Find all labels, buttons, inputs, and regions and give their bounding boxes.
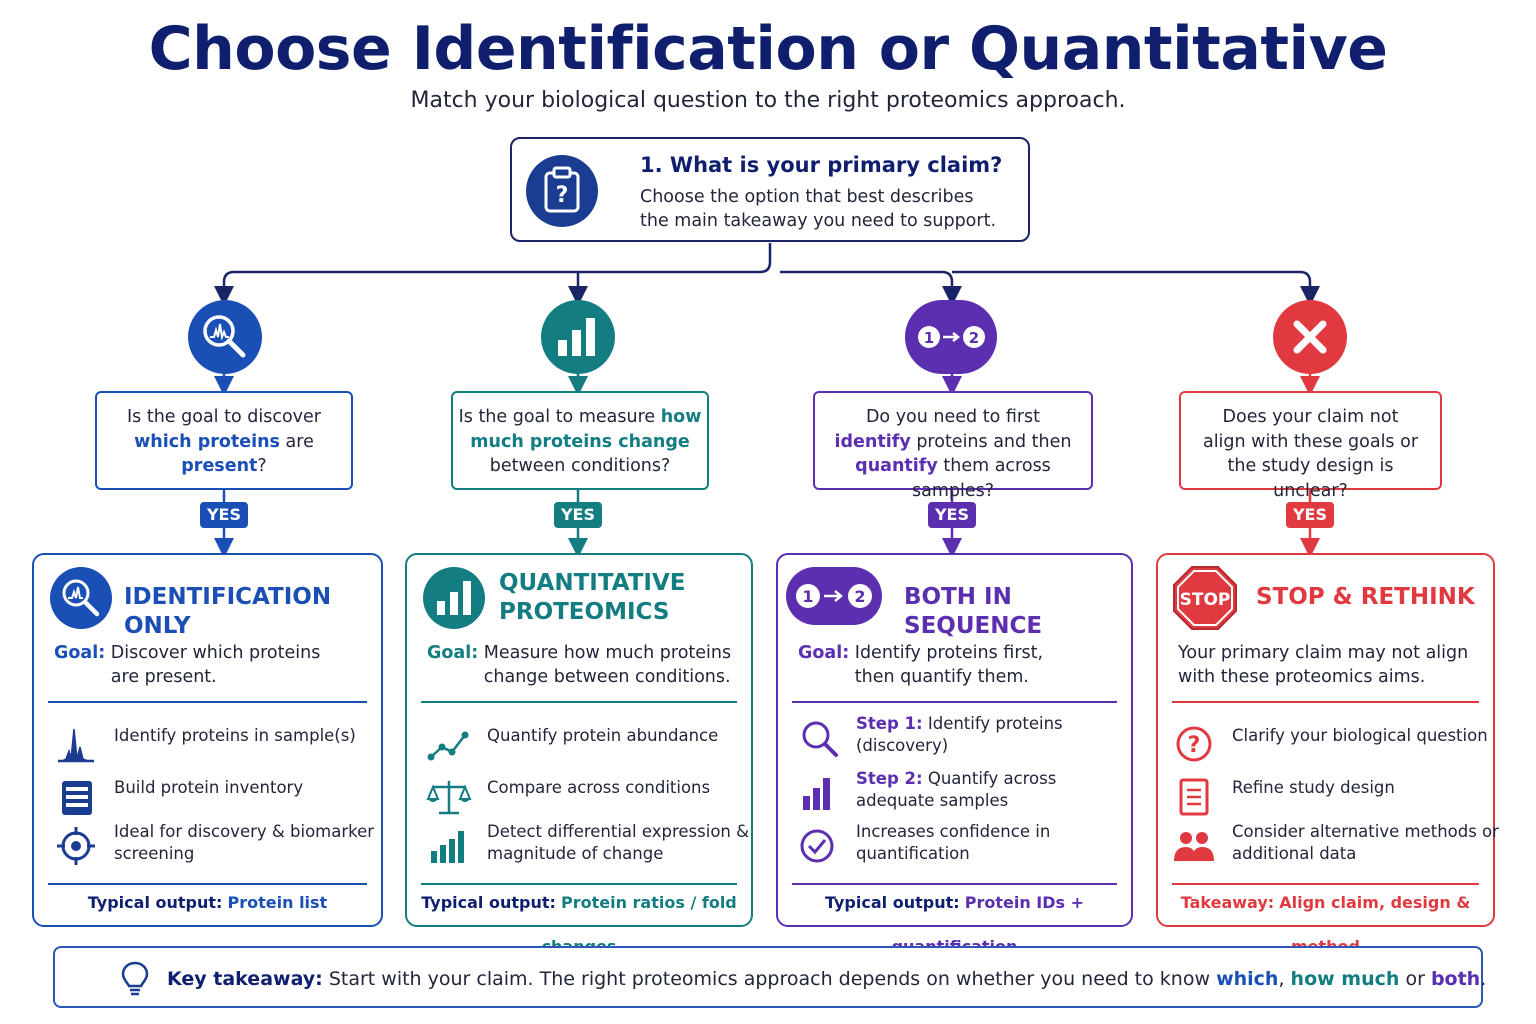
list-item: Ideal for discovery & biomarker screening [34,821,381,871]
svg-text:1: 1 [802,587,814,606]
document-icon [1172,777,1216,819]
question-circle-icon [1172,725,1216,767]
primary-question-text: Choose the option that best describes the main takeaway you need to support. [640,187,997,231]
primary-question-box [510,137,1030,242]
svg-text:?: ? [1187,733,1201,758]
yes-badge-quantitative: YES [554,502,602,528]
card-goal: Goal: Discover which proteins are present. [54,643,321,687]
protein-list-icon [54,777,98,819]
list-item: Step 2: Quantify across adequate samples [778,768,1131,818]
card-footer: Typical output: Protein IDs + [824,893,1085,912]
card-stop [1156,553,1499,927]
primary-question-title: 1. What is your primary claim? [640,153,1003,177]
connector-to-stop [952,272,1310,296]
card-title: IDENTIFICATION ONLY [124,584,332,639]
card-goal: Goal: Measure how much proteins change between conditions. [427,643,732,687]
spectrum-peak-icon [54,725,98,767]
question-quantitative: Is the goal to measure how much proteins change between conditions? [451,391,709,490]
page-title: Choose Identification or Quantitative [148,14,1388,84]
connector-to-identification [224,243,770,296]
lightbulb-icon [119,960,151,998]
card-goal: Your primary claim may not align with these proteomics aims. [1178,643,1469,687]
check-circle-icon [798,825,842,867]
list-item: ? Clarify your biological question [1158,721,1493,771]
list-item: Detect differential expression & magnitude of change [407,821,751,871]
magnifier-spectrum-icon [50,567,112,629]
balance-scale-icon [427,777,471,819]
card-divider [792,701,1117,703]
card-divider [48,701,367,703]
connector-to-both [780,272,952,296]
card-footer: Typical output: Protein ratios / fold [421,893,737,912]
card-title: BOTH IN SEQUENCE [904,584,1043,639]
bar-chart-icon [423,567,485,629]
page-subtitle: Match your biological question to the right proteomics approach. [410,88,1126,113]
card-title: STOP & RETHINK [1256,584,1475,610]
trend-line-icon [427,725,471,767]
card-divider [421,701,737,703]
svg-text:2: 2 [854,587,866,606]
list-item: Consider alternative methods or additional data [1158,821,1493,871]
key-takeaway-banner [53,946,1487,1008]
x-mark-icon [1273,300,1347,374]
svg-text:2: 2 [968,329,980,347]
magnifier-icon [798,717,842,759]
bar-chart-icon [798,772,842,814]
list-item: Quantify protein abundance [407,721,751,771]
svg-text:STOP: STOP [1179,590,1231,610]
bar-chart-icon [541,300,615,374]
list-item: Identify proteins in sample(s) [34,721,381,771]
list-item: Increases confidence in quantification [778,821,1131,871]
key-takeaway-text: Key takeaway: Start with your claim. The right proteomics approach depends on whether you need to know which, how much or both. [167,968,1487,990]
list-item: Step 1: Identify proteins (discovery) [778,713,1131,763]
list-item: Compare across conditions [407,773,751,823]
card-both [776,553,1133,927]
yes-badge-stop: YES [1286,502,1334,528]
magnifier-spectrum-icon [188,300,262,374]
yes-badge-identification: YES [200,502,248,528]
bar-chart-icon [427,825,471,867]
question-both: Do you need to first identify proteins and then quantify them across samples? [813,391,1093,490]
branch-lines [224,243,1310,296]
card-title: QUANTITATIVE PROTEOMICS [499,570,686,625]
step-one-to-two-icon [905,300,997,374]
list-item: Build protein inventory [34,773,381,823]
question-stop: Does your claim not align with these goals or the study design is unclear? [1179,391,1442,490]
crosshair-target-icon [54,825,98,867]
card-identification [32,553,383,927]
people-icon [1172,825,1216,867]
clipboard-question-icon [526,155,598,227]
card-quantitative [405,553,753,927]
step-one-to-two-icon [786,567,882,625]
list-item: Refine study design [1158,773,1493,823]
yes-badge-both: YES [928,502,976,528]
svg-text:?: ? [555,183,569,208]
question-identification: Is the goal to discover which proteins are present? [95,391,353,490]
stop-sign-icon [1172,565,1238,631]
svg-text:1: 1 [923,329,935,347]
card-footer: Typical output: Protein list [87,893,328,912]
card-goal: Goal: Identify proteins first, then quantify them. [798,643,1044,687]
card-footer: Takeaway: Align claim, design & [1180,893,1471,912]
card-divider [1172,701,1479,703]
